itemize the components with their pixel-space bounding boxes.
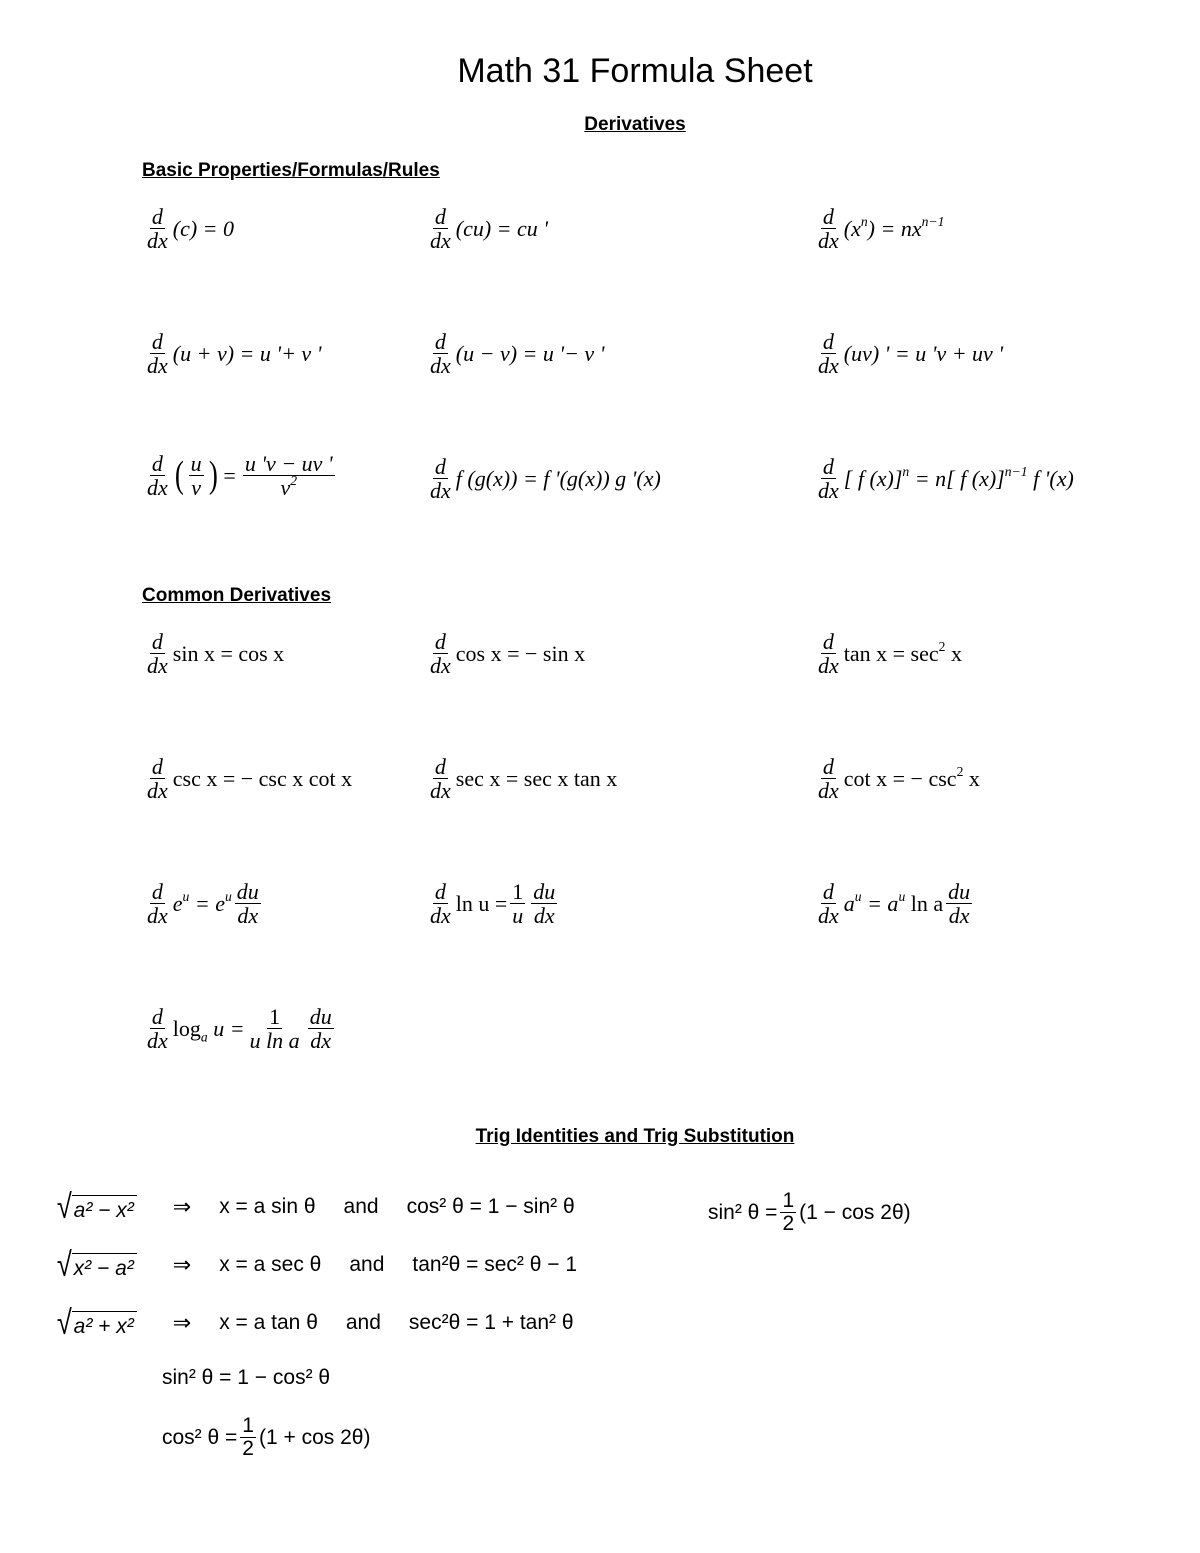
identity-rhs: (1 − cos 2θ) — [799, 1200, 911, 1224]
deriv-log — [142, 1005, 337, 1052]
formula-text: (uv) ' = u 'v + uv ' — [843, 340, 1004, 366]
ddx-operator: $\frac{d}{dx}$ — [430, 204, 451, 254]
deriv-ln — [425, 880, 560, 927]
identity: tan²θ = sec² θ − 1 — [412, 1253, 578, 1276]
du-dx: $\frac{du}{dx}$ — [533, 879, 556, 929]
rule-difference — [425, 330, 604, 377]
deriv-exp — [142, 880, 264, 927]
deriv-sec — [425, 755, 617, 802]
formula-text: $\log_a u$ = — [172, 1015, 245, 1045]
ddx-operator: $\frac{d}{dx}$ — [147, 451, 168, 501]
ddx-operator: $\frac{d}{dx}$ — [147, 329, 168, 379]
substitution: x = a sec θ — [219, 1253, 322, 1276]
rule-power — [813, 205, 944, 252]
section-trig: Trig Identities and Trig Substitution — [475, 1126, 795, 1147]
ddx-operator: $\frac{d}{dx}$ — [147, 629, 168, 679]
formula-text: (u − v) = u '− v ' — [455, 340, 605, 366]
and-label: and — [349, 1253, 385, 1276]
equals-sign: = — [223, 462, 236, 488]
formula-text: cot x = − $\csc^2 x$ — [843, 763, 980, 791]
paren-left: ( — [174, 454, 184, 497]
sqrt-expression: √ a² + x² — [55, 1306, 137, 1340]
and-label: and — [343, 1195, 379, 1218]
ddx-operator: $\frac{d}{dx}$ — [818, 879, 839, 929]
implies-icon: ⇒ — [172, 1194, 192, 1219]
one-over-u: $\frac{1}{u}$ — [512, 879, 524, 929]
ddx-operator: $\frac{d}{dx}$ — [430, 879, 451, 929]
one-over-u-ln-a: $\frac{1}{\text{u ln a}}$ — [249, 1004, 300, 1054]
identity-rhs: (1 + cos 2θ) — [258, 1425, 371, 1449]
ddx-operator: $\frac{d}{dx}$ — [147, 204, 168, 254]
deriv-cos — [425, 630, 585, 677]
quotient-fraction: $\frac{u 'v - uv '}{v^2}$ — [244, 451, 333, 501]
formula-text: $(x^n) = nx^{n-1}$ — [843, 213, 945, 241]
formula-text: [ f (x)]$^n$ = n[ f (x)]$^{n-1}$ f '(x) — [843, 463, 1074, 491]
ddx-operator: $\frac{d}{dx}$ — [818, 204, 839, 254]
formula-text: sin x = cos x — [172, 640, 285, 666]
ddx-operator: $\frac{d}{dx}$ — [818, 454, 839, 504]
identity-sin-half-angle — [708, 1190, 911, 1235]
and-label: and — [345, 1311, 381, 1334]
formula-text: csc x = − csc x cot x — [172, 765, 353, 791]
radical-icon: √ — [56, 1246, 72, 1284]
du-dx: $\frac{du}{dx}$ — [309, 1004, 332, 1054]
section-derivatives: Derivatives — [584, 114, 686, 135]
identity: sec²θ = 1 + tan² θ — [408, 1311, 574, 1334]
identity: sin² θ = 1 − cos² θ — [162, 1366, 331, 1389]
paren-right: ) — [208, 454, 218, 497]
formula-text: (cu) = cu ' — [455, 215, 548, 241]
implies-icon: ⇒ — [172, 1310, 192, 1335]
rule-sum — [142, 330, 321, 377]
formula-text: (u + v) = u '+ v ' — [172, 340, 322, 366]
du-dx: $\frac{du}{dx}$ — [236, 879, 259, 929]
rule-constant-multiple — [425, 205, 548, 252]
substitution: x = a sin θ — [219, 1195, 316, 1218]
deriv-cot — [813, 755, 980, 802]
identity-sin-squared — [162, 1366, 330, 1390]
ddx-operator: $\frac{d}{dx}$ — [818, 754, 839, 804]
formula-text: $a^u = a^u$ ln a — [843, 888, 944, 916]
ddx-operator: $\frac{d}{dx}$ — [430, 629, 451, 679]
formula-text: $e^u = e^u$ — [172, 888, 232, 916]
trig-sub-sin — [55, 1190, 575, 1224]
deriv-tan — [813, 630, 962, 677]
rule-product — [813, 330, 1003, 377]
section-basic-properties: Basic Properties/Formulas/Rules — [142, 160, 440, 181]
trig-sub-sec — [55, 1248, 577, 1282]
deriv-csc — [142, 755, 352, 802]
section-common-derivatives: Common Derivatives — [142, 585, 332, 606]
rule-general-power — [813, 455, 1074, 502]
ddx-operator: $\frac{d}{dx}$ — [430, 454, 451, 504]
du-dx: $\frac{du}{dx}$ — [948, 879, 971, 929]
substitution: x = a tan θ — [219, 1311, 318, 1334]
ddx-operator: $\frac{d}{dx}$ — [818, 329, 839, 379]
identity-lhs: sin² θ = — [708, 1200, 778, 1224]
sqrt-expression: √ a² − x² — [55, 1190, 137, 1224]
formula-text: sec x = sec x tan x — [455, 765, 618, 791]
one-half: $\frac{1}{2}$ — [782, 1189, 795, 1236]
formula-text: cos x = − sin x — [455, 640, 586, 666]
radical-icon: √ — [56, 1188, 72, 1226]
identity-cos-half-angle — [162, 1415, 370, 1460]
ddx-operator: $\frac{d}{dx}$ — [430, 329, 451, 379]
rule-constant — [142, 205, 234, 252]
sqrt-expression: √ x² − a² — [55, 1248, 137, 1282]
rule-quotient — [142, 452, 338, 499]
ddx-operator: $\frac{d}{dx}$ — [147, 1004, 168, 1054]
u-over-v: $\frac{u}{v}$ — [190, 451, 202, 501]
formula-text: $\tan x = \sec^2 x$ — [843, 638, 962, 666]
identity-lhs: cos² θ = — [162, 1425, 238, 1449]
implies-icon: ⇒ — [172, 1252, 192, 1277]
deriv-a-power — [813, 880, 975, 927]
page-title: Math 31 Formula Sheet — [457, 52, 813, 90]
ddx-operator: $\frac{d}{dx}$ — [147, 879, 168, 929]
one-half: $\frac{1}{2}$ — [242, 1414, 254, 1461]
radical-icon: √ — [56, 1304, 72, 1342]
ddx-operator: $\frac{d}{dx}$ — [147, 754, 168, 804]
formula-text: f (g(x)) = f '(g(x)) g '(x) — [455, 465, 661, 491]
identity: cos² θ = 1 − sin² θ — [406, 1195, 575, 1218]
deriv-sin — [142, 630, 284, 677]
trig-sub-tan — [55, 1306, 574, 1340]
rule-chain — [425, 455, 661, 502]
ddx-operator: $\frac{d}{dx}$ — [818, 629, 839, 679]
formula-text: ln u = — [455, 890, 508, 916]
ddx-operator: $\frac{d}{dx}$ — [430, 754, 451, 804]
formula-text: (c) = 0 — [172, 215, 235, 241]
